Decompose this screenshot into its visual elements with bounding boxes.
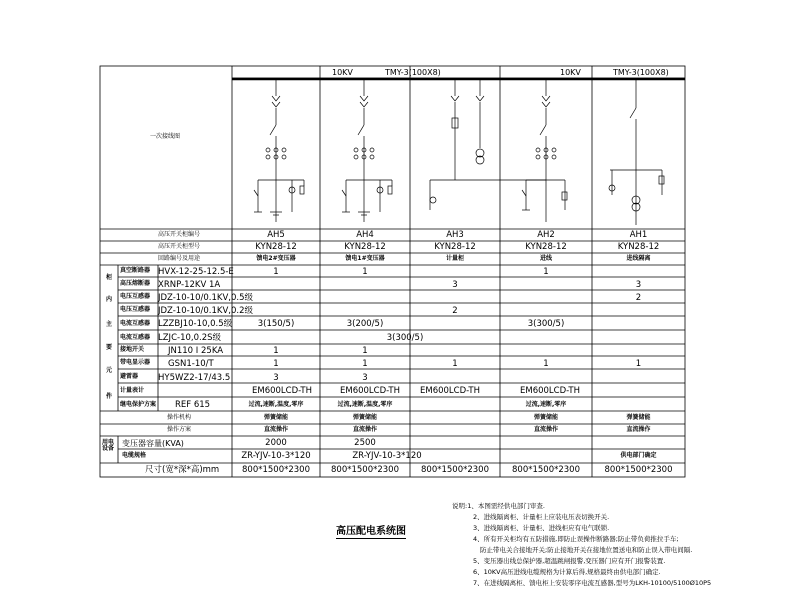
note-line: 2、进线隔离柜、计量柜上应装电压表切换开关.	[473, 513, 610, 521]
cabinet-number: AH3	[446, 230, 464, 240]
cell-operation: 直流操作	[533, 426, 558, 433]
spec-arrester: XRNP-12KV 1A	[158, 280, 221, 290]
cabinet-number: AH5	[267, 230, 285, 240]
spec-pt1: JDZ-10-10/0.1KV,0.5级	[158, 293, 253, 303]
cabinet-use: 馈电1#变压器	[345, 255, 385, 262]
cell-vacuum: 1	[273, 267, 279, 277]
note-line: 防止带电关合接地开关;防止接地开关在接地位置送电和防止误入带电间隔.	[480, 546, 693, 554]
cell-arrester: 3	[452, 280, 458, 290]
side-main-4: 要	[106, 344, 113, 351]
header-right-voltage: 10KV	[560, 68, 581, 77]
cell-kva: 2000	[265, 438, 287, 448]
row-label-meter: 计量表计	[120, 387, 145, 394]
cabinet-number: AH1	[629, 230, 648, 240]
cell-size: 800*1500*2300	[604, 465, 673, 475]
cell-surge: 3	[362, 373, 368, 383]
cell-earth: 1	[273, 346, 279, 356]
cabinet-number: AH2	[537, 230, 555, 240]
spec-ct2: LZJC-10,0.2S级	[158, 333, 221, 343]
cell-live: 1	[362, 359, 368, 369]
side-user: 用电设备	[102, 439, 115, 452]
cell-meter: EM600LCD-TH	[339, 386, 400, 396]
cell-size: 800*1500*2300	[512, 465, 580, 475]
cell-mechanism: 弹簧储能	[352, 414, 377, 421]
cell-vacuum: 1	[362, 267, 368, 277]
primary-label: 一次接线图	[150, 133, 181, 140]
row-label-live: 带电显示器	[120, 359, 151, 366]
cell-ct02: 3(300/5)	[386, 333, 424, 343]
spec-ct1: LZZBJ10-10,0.5级	[158, 319, 233, 329]
row-label-number: 高压开关柜编号	[157, 231, 200, 238]
row-label-ct1: 电流互感器	[120, 320, 151, 327]
note-line: 6、10KV高压进线电缆规格为计算后得,规格最终由供电部门确定.	[473, 568, 661, 576]
side-main-5: 元	[106, 367, 113, 374]
cell-meter: EM600LCD-TH	[519, 386, 580, 396]
cell-ct05: 3(200/5)	[346, 319, 384, 329]
cell-protection: 过流,速断,温度,零序	[337, 401, 393, 408]
cell-kva: 2500	[354, 438, 376, 448]
row-label-kva: 变压器容量(KVA)	[122, 439, 184, 448]
cell-earth: 1	[362, 346, 368, 356]
row-label-surge: 避雷器	[120, 373, 139, 380]
cell-arrester: 3	[635, 280, 642, 290]
note-line: 说明:1、本图需经供电部门审查.	[452, 502, 545, 510]
row-label-cable: 电缆规格	[122, 452, 147, 459]
cell-operation: 直流操作	[626, 426, 651, 433]
row-label-pt2: 电压互感器	[120, 306, 151, 313]
cell-cable: ZR-YJV-10-3*120	[241, 451, 311, 461]
cabinet-use: 进线	[539, 255, 552, 262]
note-line: 5、变压器出线总保护器,超温跳闸报警,变压器门应有开门报警装置.	[473, 557, 666, 565]
spec-pt2: JDZ-10-10/0.1KV,0.2级	[158, 306, 253, 316]
row-label-ct2: 电流互感器	[120, 334, 151, 341]
row-label-operation: 操作方案	[166, 426, 191, 433]
header-left-voltage: 10KV	[332, 68, 353, 77]
cell-size: 800*1500*2300	[421, 465, 489, 475]
header-right-busbar: TMY-3(100X8)	[613, 68, 669, 77]
cell-mechanism: 弹簧储能	[263, 414, 288, 421]
spec-vacuum: HVX-12-25-12.5-E	[158, 267, 234, 277]
cell-pt02: 2	[452, 306, 458, 316]
cabinet-use: 计量柜	[445, 255, 464, 262]
cell-live: 1	[452, 359, 458, 369]
cell-size: 800*1500*2300	[331, 465, 399, 475]
cabinet-model: KYN28-12	[255, 242, 297, 252]
spec-protection: REF 615	[175, 400, 211, 410]
row-label-vacuum: 真空断路器	[120, 267, 151, 274]
diagram-title: 高压配电系统图	[336, 526, 406, 537]
cell-size: 800*1500*2300	[242, 465, 310, 475]
cell-meter: EM600LCD-TH	[251, 386, 312, 396]
cell-live: 1	[635, 359, 642, 369]
side-main-1: 柜	[106, 274, 113, 281]
cell-live: 1	[273, 359, 279, 369]
row-label-model: 高压开关柜型号	[157, 243, 200, 250]
cell-operation: 直流操作	[263, 426, 288, 433]
cell-protection: 过流,速断,温度,零序	[248, 401, 304, 408]
row-label-mechanism: 操作机构	[166, 414, 191, 421]
side-main-2: 内	[106, 296, 113, 303]
row-label-size: 尺寸(宽*深*高)mm	[145, 465, 220, 475]
cabinet-model: KYN28-12	[617, 242, 660, 252]
cabinet-use: 馈电2#变压器	[256, 255, 296, 262]
cell-ct05: 3(300/5)	[527, 319, 565, 329]
note-line: 3、进线隔离柜、计量柜、进线柜应有电气联锁.	[473, 524, 610, 532]
note-line: 7、在进线隔离柜、馈电柜上安装零序电流互感器,型号为LKH-10100/5100Ø10P5	[473, 579, 712, 587]
cell-pt01: 2	[635, 293, 642, 303]
note-line: 4、所有开关柜均有五防措施,即防止误操作断路器;防止带负荷推拉手车;	[473, 535, 679, 543]
cell-mechanism: 弹簧储能	[533, 414, 558, 421]
spec-earth: JN110 I 25KA	[168, 346, 224, 356]
side-main-3: 主	[106, 321, 113, 328]
cell-cable: 供电部门确定	[620, 452, 657, 459]
cell-cable: ZR-YJV-10-3*120	[352, 451, 422, 461]
cell-protection: 过流,速断,零序	[525, 401, 567, 408]
cabinet-number: AH4	[356, 230, 374, 240]
cabinet-model: KYN28-12	[525, 242, 567, 252]
side-main-6: 件	[106, 393, 113, 400]
row-label-pt1: 电压互感器	[120, 293, 151, 300]
spec-surge: HY5WZ2-17/43.5	[158, 373, 231, 383]
cell-meter: EM600LCD-TH	[419, 386, 480, 396]
spec-live: GSN1-10/T	[168, 359, 214, 369]
cell-ct05: 3(150/5)	[257, 319, 295, 329]
cell-operation: 直流操作	[352, 426, 377, 433]
cabinet-model: KYN28-12	[434, 242, 476, 252]
cell-vacuum: 1	[543, 267, 549, 277]
header-left-busbar: TMY-3(100X8)	[385, 68, 441, 77]
cabinet-use: 进线隔离	[626, 255, 651, 262]
cell-live: 1	[543, 359, 549, 369]
row-label-use: 回路编号及用途	[157, 255, 200, 262]
row-label-protection: 继电保护方案	[120, 401, 157, 408]
cabinet-model: KYN28-12	[344, 242, 386, 252]
row-label-earth: 接地开关	[120, 346, 145, 353]
cell-surge: 3	[273, 373, 279, 383]
cell-mechanism: 弹簧储能	[626, 414, 651, 421]
row-label-arrester: 高压熔断器	[120, 280, 151, 287]
